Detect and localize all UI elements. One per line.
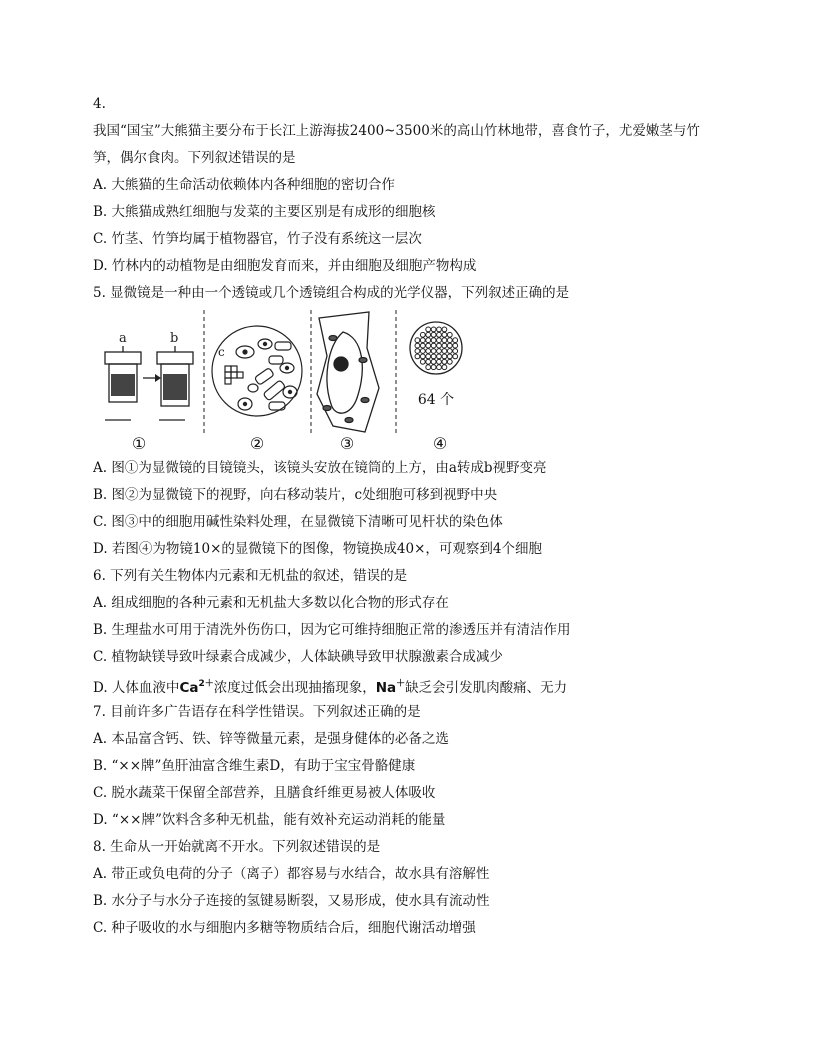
lens-panel [105, 331, 193, 420]
q6-option-d-text-3: 缺乏会引发肌肉酸痛、无力 [405, 680, 568, 696]
cell-dot [426, 349, 431, 354]
cell-dot [415, 354, 420, 359]
q6-stem: 6. 下列有关生物体内元素和无机盐的叙述，错误的是 [93, 568, 408, 584]
q7-option-a: A. 本品富含钙、铁、锌等微量元素，是强身健体的必备之选 [93, 731, 449, 747]
cell-dot [437, 332, 442, 337]
calcium-charge: 2＋ [198, 679, 214, 689]
q5-option-d: D. 若图④为物镜10×的显微镜下的图像，物镜换成40×，可观察到4个细胞 [93, 541, 542, 557]
q5-option-b: B. 图②为显微镜下的视野，向右移动装片，c处细胞可移到视野中央 [93, 487, 498, 503]
cell-dot [420, 332, 425, 337]
cell-dot [426, 343, 431, 348]
label-c: c [218, 345, 225, 359]
cell-dot [420, 338, 425, 343]
panel-label-2: ② [249, 434, 265, 453]
cell-dot [415, 343, 420, 348]
q7-stem: 7. 目前许多广告语存在科学性错误。下列叙述正确的是 [93, 704, 421, 720]
panel-label-1: ① [131, 434, 147, 453]
cell-dot [447, 338, 452, 343]
cell-dot [442, 327, 447, 332]
cell-dot [431, 327, 436, 332]
q5-option-a: A. 图①为显微镜的目镜镜头，该镜头安放在镜筒的上方，由a转成b视野变亮 [93, 460, 547, 476]
cell-dot [415, 338, 420, 343]
cell-dot [426, 338, 431, 343]
cell-dot [447, 332, 452, 337]
cell-dot [453, 343, 458, 348]
cell-dot [447, 359, 452, 364]
q7-option-b: B. “××牌”鱼肝油富含维生素D，有助于宝宝骨骼健康 [93, 758, 416, 774]
cell-grid-panel [410, 322, 462, 374]
cell-dot [420, 354, 425, 359]
q6-option-c: C. 植物缺镁导致叶绿素合成减少，人体缺碘导致甲状腺激素合成减少 [93, 649, 503, 665]
cell-dot [426, 359, 431, 364]
q5-stem: 5. 显微镜是一种由一个透镜或几个透镜组合构成的光学仪器，下列叙述正确的是 [93, 285, 570, 301]
q4-option-d: D. 竹林内的动植物是由细胞发育而来，并由细胞及细胞产物构成 [93, 258, 477, 274]
cell-dot [447, 349, 452, 354]
cell-dot [442, 349, 447, 354]
cell-dot [415, 349, 420, 354]
cell-dot [437, 349, 442, 354]
q6-option-a: A. 组成细胞的各种元素和无机盐大多数以化合物的形式存在 [93, 595, 449, 611]
q8-option-b: B. 水分子与水分子连接的氢键易断裂，又易形成，使水具有流动性 [93, 893, 490, 909]
q6-option-d-text-1: D. 人体血液中 [93, 680, 180, 696]
cell-dot [426, 365, 431, 370]
q8-stem: 8. 生命从一开始就离不开水。下列叙述错误的是 [93, 839, 381, 855]
q5-option-c: C. 图③中的细胞用碱性染料处理，在显微镜下清晰可见杆状的染色体 [93, 514, 503, 530]
sodium-ion: Na [375, 680, 397, 696]
cell-dot [447, 343, 452, 348]
cell-dot [442, 359, 447, 364]
q7-option-c: C. 脱水蔬菜干保留全部营养，且膳食纤维更易被人体吸收 [93, 785, 436, 801]
cell-dot [453, 338, 458, 343]
cell-dot [442, 332, 447, 337]
cell-dot [437, 343, 442, 348]
q6-option-d-text-2: 浓度过低会出现抽搐现象， [213, 680, 376, 696]
cell-dot [437, 365, 442, 370]
q7-option-d: D. “××牌”饮料含多种无机盐，能有效补充运动消耗的能量 [93, 812, 446, 828]
cell-dot [437, 338, 442, 343]
label-a: a [119, 331, 127, 346]
calcium-ion: Ca [179, 680, 199, 696]
cell-dot [431, 343, 436, 348]
cell-dot [431, 332, 436, 337]
cell-dot [442, 343, 447, 348]
panel-label-4: ④ [432, 434, 448, 453]
field-of-view-panel [212, 326, 302, 416]
cell-dot [442, 338, 447, 343]
cell-dot [437, 327, 442, 332]
cell-dot [442, 365, 447, 370]
cell-dot [431, 338, 436, 343]
microscope-figure [95, 308, 505, 458]
panel-label-3: ③ [339, 434, 355, 453]
label-b: b [170, 331, 179, 346]
cell-dot [426, 354, 431, 359]
cell-dot [453, 349, 458, 354]
cell-dot [420, 349, 425, 354]
q4-stem-line1: 我国“国宝”大熊猫主要分布于长江上游海拔2400~3500米的高山竹林地带，喜食竹子，尤爱嫩茎与竹 [93, 123, 700, 139]
q4-option-c: C. 竹茎、竹笋均属于植物器官，竹子没有系统这一层次 [93, 231, 422, 247]
cell-dot [420, 343, 425, 348]
cell-dot [447, 354, 452, 359]
q4-option-a: A. 大熊猫的生命活动依赖体内各种细胞的密切合作 [93, 177, 395, 193]
cell-dot [426, 327, 431, 332]
sodium-charge: ＋ [396, 679, 406, 689]
cell-dot [437, 354, 442, 359]
cell-dot [420, 359, 425, 364]
cell-dot [442, 354, 447, 359]
q6-option-b: B. 生理盐水可用于清洗外伤伤口，因为它可维持细胞正常的渗透压并有清洁作用 [93, 622, 571, 638]
cell-dot [431, 354, 436, 359]
cell-count-label: 64 个 [417, 392, 455, 408]
cell-dot [431, 349, 436, 354]
cell-dot [431, 365, 436, 370]
q4-stem-line2: 笋，偶尔食肉。下列叙述错误的是 [93, 150, 296, 166]
cell-dot [437, 359, 442, 364]
cell-dot [453, 354, 458, 359]
q8-option-c: C. 种子吸收的水与细胞内多糖等物质结合后，细胞代谢活动增强 [93, 920, 476, 936]
cell-dot [431, 359, 436, 364]
q4-number: 4. [93, 96, 106, 112]
q4-option-b: B. 大熊猫成熟红细胞与发菜的主要区别是有成形的细胞核 [93, 204, 436, 220]
q8-option-a: A. 带正或负电荷的分子（离子）都容易与水结合，故水具有溶解性 [93, 866, 490, 882]
q6-option-d [93, 674, 567, 698]
plant-cell-panel [317, 312, 379, 432]
cell-dot [426, 332, 431, 337]
